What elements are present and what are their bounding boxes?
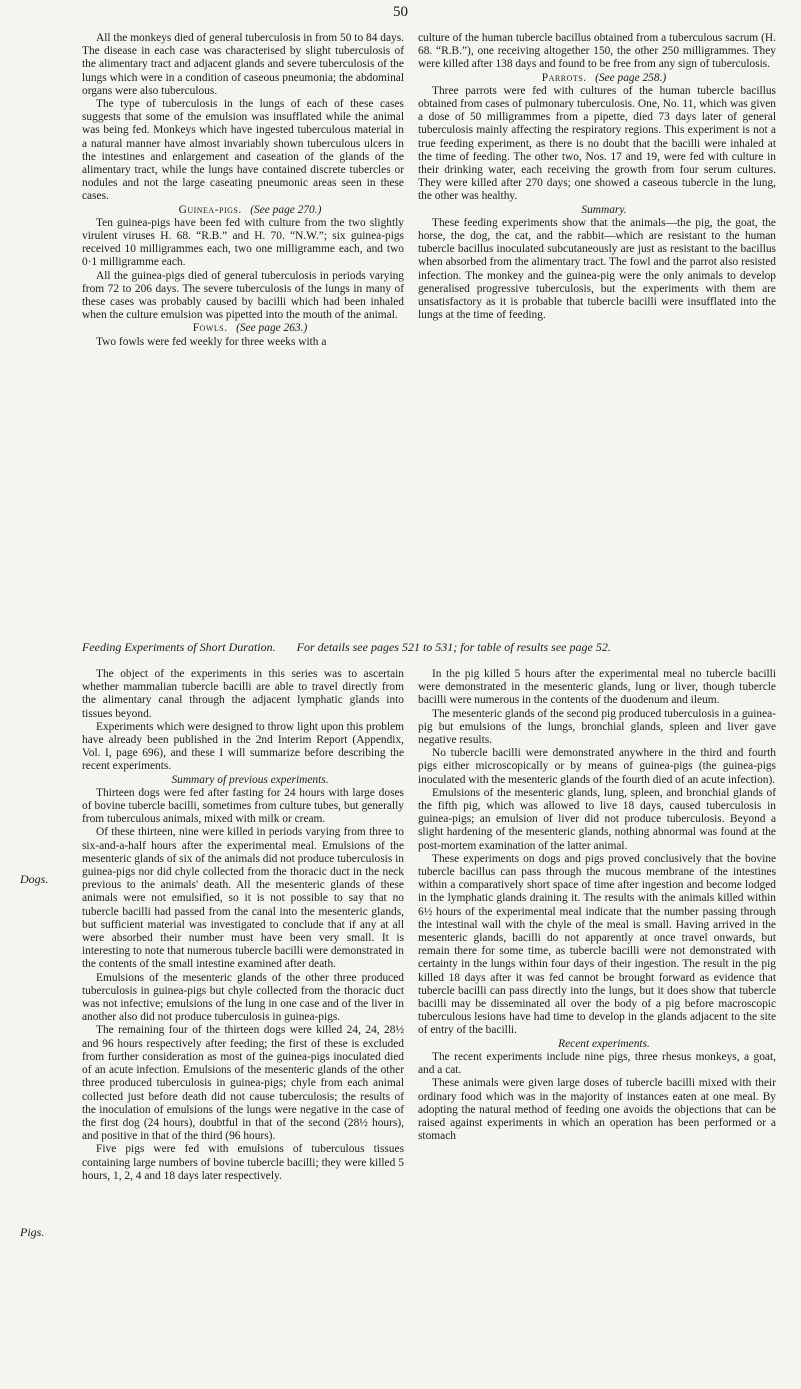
bottom-left-column — [82, 668, 404, 1183]
paragraph: These feeding experiments show that the animals—the pig, the goat, the horse, the dog, the cat, and the rabbit—which are resistant to the human tubercle bacillus inoculated subcutaneously are just as resistant to the bacillus when absorbed from the alimentary tract. The fowl and the parrot also resisted infection. The monkey and the guinea-pig were the only animals to develop generalised progressive tuberculosis, but the experiments with them are unsatisfactory as it is probable that tubercle bacilli were insufflated into the lungs at the time of feeding. — [418, 216, 776, 322]
paragraph: culture of the human tubercle bacillus obtained from a tuberculous sacrum (H. 68. “R.B.”), one receiving altogether 150, the other 250 milligrammes. They were killed after 138 days and found to be free from any sign of tuberculosis. — [418, 32, 776, 71]
paragraph: Of these thirteen, nine were killed in periods varying from three to six-and-a-half hours after the experimental meal. Emulsions of the mesenteric glands of six of the animals did not produce tuberculosis in guinea-pigs nor did chyle collected from the thoracic duct in the neck previous to the animals' death. All the mesenteric glands of these animals were not emulsified, so it is not possible to say that no tubercle bacilli had passed from the canal into the mesenteric glands, but sufficient material was investigated to conclude that if any at all were absorbed their number must have been very small. It is interesting to note that numerous tubercle bacilli were demonstrated in the contents of the small intestine examined after death. — [82, 826, 404, 971]
margin-note-dogs: Dogs. — [20, 872, 49, 886]
top-left-column — [82, 32, 404, 349]
heading-text: Guinea-pigs. — [178, 203, 242, 216]
paragraph: These animals were given large doses of tubercle bacilli mixed with their ordinary food which was in the majority of instances eaten at one meal. By adopting the natural method of feeding one avoids the objections that can be raised against experiments in which an operation has been performed or a stomach — [418, 1077, 776, 1143]
paragraph: All the guinea-pigs died of general tuberculosis in periods varying from 72 to 206 days. The severe tuberculosis of the lungs in many of these cases was probably caused by bacilli which had been inhaled when the culture emulsion was pipetted into the mouth of the animal. — [82, 269, 404, 322]
subheading-summary: Summary. — [581, 203, 627, 216]
page-number: 50 — [393, 4, 408, 20]
paragraph: All the monkeys died of general tuberculosis in from 50 to 84 days. The disease in each case was characterised by slight tuberculosis of the alimentary tract and adjacent glands and severe tuberculosis of the lungs which were in a condition of caseous pneumonia; the abdominal organs were also tuberculous. — [82, 32, 404, 97]
heading-reference: (See page 263.) — [236, 322, 308, 335]
subheading-recent-experiments: Recent experiments. — [558, 1037, 650, 1050]
divider-details: For details see pages 521 to 531; for table of results see page 52. — [296, 640, 611, 654]
paragraph: Emulsions of the mesenteric glands of the other three produced tuberculosis in guinea-pigs but chyle collected from the thoracic duct was not infective; emulsions of the lung in one case and of the liver in another also did not produce tuberculosis in guinea-pigs. — [82, 971, 404, 1024]
section-heading-parrots — [418, 72, 776, 85]
heading-text: Parrots. — [541, 71, 587, 84]
bottom-right-column — [418, 668, 776, 1143]
section-heading-guinea-pigs — [82, 204, 404, 217]
paragraph: The remaining four of the thirteen dogs were killed 24, 24, 28½ and 96 hours respectively after feeding; the first of these is excluded from further consideration as most of the guinea-pigs inoculated died of an acute infection. Emulsions of the mesenteric glands of the other three produced tuberculosis in guinea-pigs; chyle from each animal collected just before death did not cause tuberculosis; the results of the inoculation of emulsions of the lungs were negative in the case of the first dog (24 hours), doubtful in that of the second (28½ hours), and positive in that of the third (96 hours). — [82, 1024, 404, 1143]
paragraph: Ten guinea-pigs have been fed with culture from the two slightly virulent viruses H. 68. “R.B.” and H. 70. “N.W.”; six guinea-pigs received 10 milligrammes each, two one milligramme each, and two 0·1 milligramme each. — [82, 216, 404, 269]
paragraph: The mesenteric glands of the second pig produced tuberculosis in a guinea-pig but emulsions of the lungs, bronchial glands, spleen and liver gave negative results. — [418, 707, 776, 747]
paragraph: The object of the experiments in this series was to ascertain whether mammalian tubercle bacilli are able to travel directly from the alimentary canal through the adjacent lymphatic glands into tissues beyond. — [82, 668, 404, 720]
section-divider — [82, 640, 776, 655]
paragraph: Two fowls were fed weekly for three weeks with a — [96, 335, 327, 348]
paragraph: No tubercle bacilli were demonstrated anywhere in the third and fourth pigs either microscopically or by means of guinea-pigs (the guinea-pigs inoculated with the mesenteric glands of the fourth died of an acute infection). — [418, 747, 776, 786]
section-heading-fowls — [82, 322, 404, 335]
margin-note-pigs: Pigs. — [20, 1225, 45, 1239]
paragraph: Emulsions of the mesenteric glands, lung, spleen, and bronchial glands of the fifth pig, which was allowed to live 18 days, caused tuberculosis in guinea-pigs; an emulsion of liver did not produce tuberculosis. Beyond a slight hardening of the mesenteric glands, nothing abnormal was found at the post-mortem examination of the latter animal. — [418, 786, 776, 852]
paragraph: Experiments which were designed to throw light upon this problem have already been published in the 2nd Interim Report (Appendix, Vol. I, page 696), and these I will summarize before describing the recent experiments. — [82, 720, 404, 773]
divider-title: Feeding Experiments of Short Duration. — [82, 640, 276, 654]
paragraph: The type of tuberculosis in the lungs of each of these cases suggests that some of the emulsion was insufflated while the animal was being fed. Monkeys which have ingested tuberculous material in a natural manner have almost invariably shown tuberculous ulcers in the intestines and enlargement and caseation of the glands of the alimentary tract, while the lungs have contained discrete tubercles or nodules and not the large caseating pneumonic areas seen in these cases. — [82, 98, 404, 203]
paragraph: These experiments on dogs and pigs proved conclusively that the bovine tubercle bacillus can pass through the mucous membrane of the intestines within a comparatively short space of time after ingestion and become lodged in the lymphatic glands draining it. The results with the animals killed within 6½ hours of the experimental meal indicate that the number passing through the intestinal wall with the chyle of the meal is small. Having arrived in the mesenteric glands, bacilli do not apparently at once travel onwards, but remain there for some time, as tubercle bacilli were not demonstrated with certainty in the lungs within four days of their ingestion. The result in the pig killed 18 days after it was fed cannot be brought forward as evidence that tubercle bacilli can pass directly into the lungs, but it does show that tubercle bacilli may be disseminated all over the body of a pig before macroscopic tuberculous lesions have had time to develop in the glands adjacent to the site of entry of the bacilli. — [418, 852, 776, 1037]
paragraph: Five pigs were fed with emulsions of tuberculous tissues containing large numbers of bovine tubercle bacilli; they were killed 5 hours, 1, 2, 4 and 18 days later respectively. — [82, 1143, 404, 1182]
paragraph: In the pig killed 5 hours after the experimental meal no tubercle bacilli were demonstrated in the mesenteric glands, lung or liver, though tubercle bacilli were numerous in the contents of the duodenum and ileum. — [418, 668, 776, 707]
top-right-column — [418, 32, 776, 322]
paragraph: Three parrots were fed with cultures of the human tubercle bacillus obtained from cases of pulmonary tuberculosis. One, No. 11, which was given a dose of 50 milligrammes from a pipette, died 73 days later of general tuberculosis mainly affecting the respiratory regions. This experiment is not a true feeding experiment, as there is no doubt that the bacilli were inhaled at the time of feeding. The other two, Nos. 17 and 19, were fed with culture in their drinking water, each receiving the growth from four serum cultures. They were killed after 270 days; one showed a caseous tubercle in the lung, the other was healthy. — [418, 84, 776, 203]
paragraph: The recent experiments include nine pigs, three rhesus monkeys, a goat, and a cat. — [418, 1050, 776, 1077]
heading-reference: (See page 258.) — [595, 71, 667, 84]
heading-text: Fowls. — [192, 322, 228, 335]
heading-reference: (See page 270.) — [250, 203, 322, 216]
paragraph: Thirteen dogs were fed after fasting for 24 hours with large doses of bovine tubercle bacilli, sometimes from culture tubes, but generally from tuberculous animals, mixed with milk or cream. — [82, 786, 404, 826]
subheading-previous-experiments: Summary of previous experiments. — [171, 773, 329, 786]
